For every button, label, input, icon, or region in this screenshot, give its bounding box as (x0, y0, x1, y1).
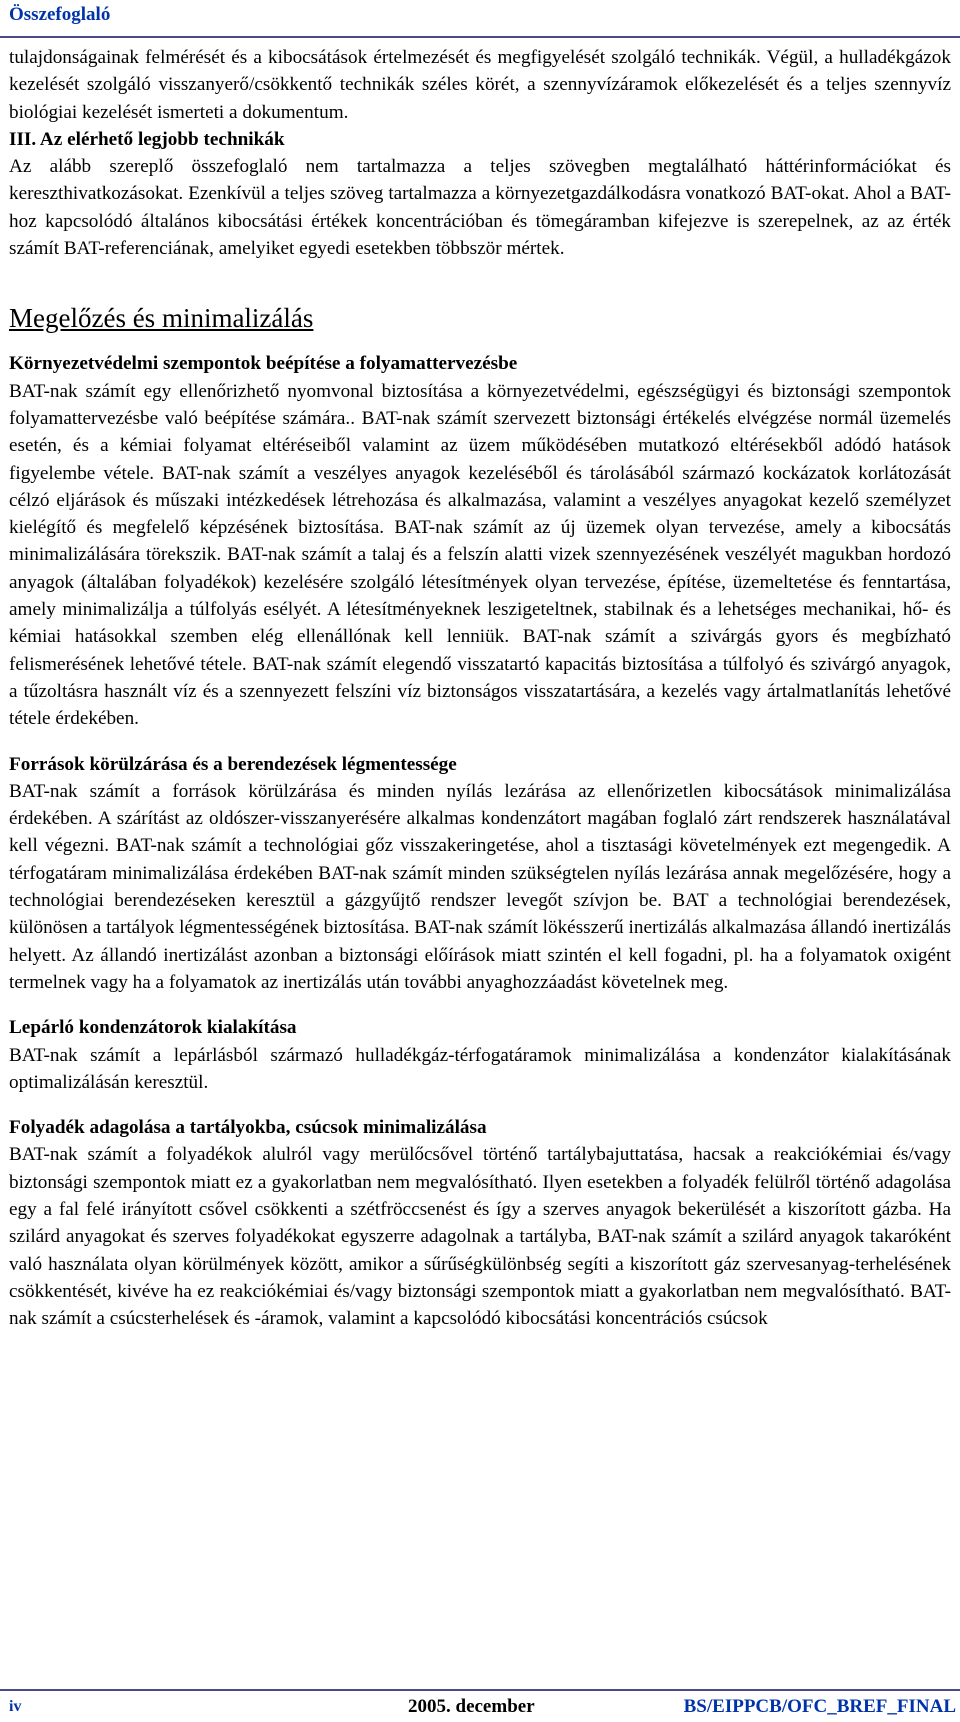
page-footer (0, 1694, 960, 1720)
subsection-title: Környezetvédelmi szempontok beépítése a folyamattervezésbe (9, 353, 518, 375)
page-header (9, 4, 110, 26)
section-heading: III. Az elérhető legjobb technikák (9, 128, 285, 150)
subsection-title: Lepárló kondenzátorok kialakítása (9, 1017, 297, 1039)
subsection-text: BAT-nak számít a folyadékok alulról vagy merülőcsővel történő tartálybajuttatása, hacsak a reakciókémiai és/vagy biztonsági szempontok miatt ez a gyakorlatban nem megvalósítható. Ilyen esetekben a folyadék felülről történő adagolása egy a fal felé irányított csővel csökkenti a szétfröccsenést és így a szerves anyagok bekerülését a kiszorított gázba. Ha szilárd anyagokat és szerves folyadékokat egyszerre adagolnak a tartályba, BAT-nak számít a szilárd anyagok takaróként való használata olyan körülmények között, amikor a sűrűségkülönbség segíti a kiszorított gáz szervesanyag-terhelésének csökkentését, kivéve ha ez reakciókémiai és/vagy biztonsági szempontok miatt a gyakorlatban nem megvalósítható. BAT-nak számít a csúcsterhelések és -áramok, valamint a kapcsolódó kibocsátási koncentrációs csúcsok (9, 1144, 951, 1330)
page-number: iv (9, 1698, 22, 1715)
footer-date: 2005. december (408, 1696, 535, 1717)
subsection-title: Folyadék adagolása a tartályokba, csúcsok minimalizálása (9, 1117, 487, 1139)
footer-rule (0, 1689, 960, 1691)
subsection-title: Források körülzárása és a berendezések légmentessége (9, 753, 457, 775)
subsection-text: BAT-nak számít a lepárlásból származó hulladékgáz-térfogatáramok minimalizálása a kondenzátor kialakításának optimalizálásán keresztül. (9, 1044, 951, 1093)
document-id: BS/EIPPCB/OFC_BREF_FINAL (683, 1696, 956, 1717)
subsection-text: BAT-nak számít a források körülzárása és minden nyílás lezárása az ellenőrizetlen kibocsátások minimalizálása érdekében. A szárítást az oldószer-visszanyerésére alkalmas kondenzátort magában foglaló zárt rendszerek használatával kell végezni. BAT-nak számít a technológiai gőz visszakeringetése, ahol a tisztasági követelmények ezt megengedik. A térfogatáram minimalizálása érdekében BAT-nak számít minden szükségtelen nyílás lezárása annak megelőzésére, hogy a technológiai berendezéseken keresztül a gázgyűjtő rendszer levegőt szívjon be. BAT a technológiai berendezések, különösen a tartályok légmentességének biztosítása. BAT-nak számít lökésszerű inertizálás alkalmazása állandó inertizálás helyett. Az állandó inertizálást azonban a biztonsági előírások miatt szintén el kell fogadni, pl. ha a folyamatok oxigént termelnek vagy ha a folyamatok az inertizálás után további anyaghozzáadást követelnek meg. (9, 780, 951, 993)
header-title: Összefoglaló (9, 4, 111, 25)
intro-paragraph: tulajdonságainak felmérését és a kibocsátások értelmezését és megfigyelését szolgáló technikák. Végül, a hulladékgázok kezelését szolgáló visszanyerő/csökkentő technikák széles körét, a szennyvízáramok előkezelését és a teljes szennyvíz biológiai kezelését ismerteti a dokumentum. (9, 47, 951, 123)
page-content (9, 44, 951, 1332)
subsection-text: BAT-nak számít egy ellenőrizhető nyomvonal biztosítása a környezetvédelmi, egészségügyi és biztonsági szempontok folyamattervezésbe való beépítése számára.. BAT-nak számít szervezett biztonsági értékelés elvégzése normál üzemelés esetén, és a kémiai folyamat eltéréseiből valamint az üzem működésében mutatkozó eltérésekből adódó hatások figyelembe vétele. BAT-nak számít a veszélyes anyagok kezeléséből és tárolásából származó kockázatok korlátozását célzó eljárások és műszaki intézkedések létrehozása és alkalmazása, valamint a veszélyes anyagokat kezelő személyzet kielégítő és megfelelő képzésének biztosítása. BAT-nak számít az új üzemek olyan tervezése, amely a kibocsátás minimalizálására törekszik. BAT-nak számít a talaj és a felszín alatti vizek szennyezésének veszélyét magukban hordozó anyagok (általában folyadékok) kezelésére szolgáló létesítmények olyan tervezése, építése, üzemeltetése és fenntartása, amely minimalizálja a túlfolyás esélyét. A létesítményeknek leszigeteltnek, stabilnak és a lehetséges mechanikai, hő- és kémiai hatásokkal szemben elég ellenállónak kell lenniük. BAT-nak számít a szivárgás gyors és megbízható felismerésének lehetővé tétele. BAT-nak számít elegendő visszatartó kapacitás biztosítása a túlfolyó és szivárgó anyagok, a tűzoltásra használt víz és a szennyezett felszíni víz biztonságos visszatartására, a kezelés vagy ártalmatlanítás lehetővé tétele érdekében. (9, 380, 951, 730)
major-heading: Megelőzés és minimalizálás (9, 303, 314, 334)
header-rule (0, 36, 960, 38)
section-paragraph: Az alább szereplő összefoglaló nem tartalmazza a teljes szövegben megtalálható háttérinformációkat és kereszthivatkozásokat. Ezenkívül a teljes szöveg tartalmazza a környezetgazdálkodásra vonatkozó BAT-okat. Ahol a BAT-hoz kapcsolódó általános kibocsátási értékek koncentrációban és tömegáramban kifejezve is szerepelnek, az az érték számít BAT-referenciának, amelyiket egyedi esetekben többször mértek. (9, 156, 951, 260)
